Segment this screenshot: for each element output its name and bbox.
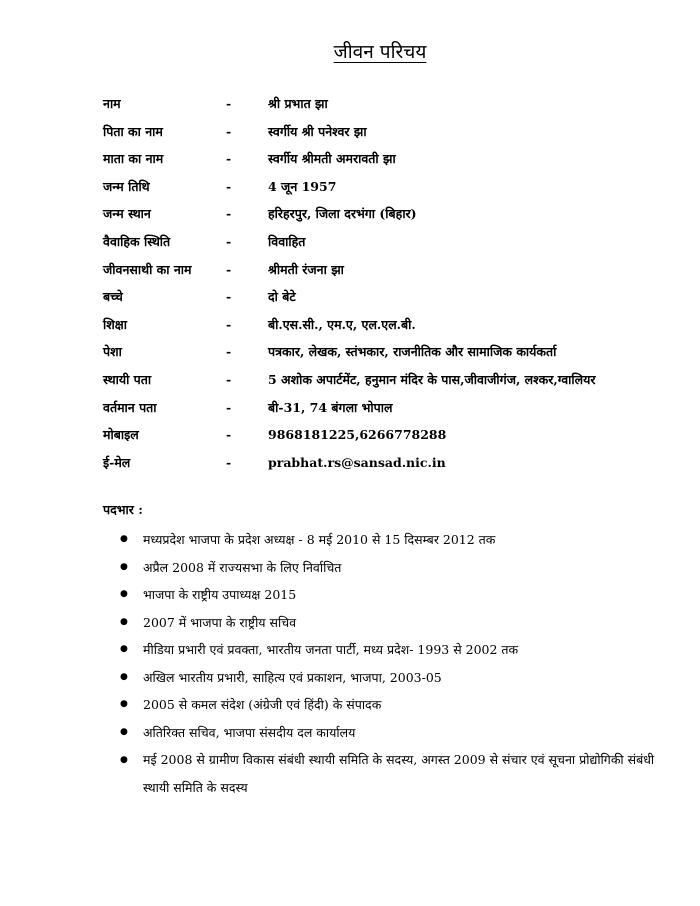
list-item-text: अखिल भारतीय प्रभारी, साहित्य एवं प्रकाशन, भाजपा, 2003-05 [143, 669, 442, 685]
info-label: माता का नाम [103, 151, 164, 167]
info-label: जीवनसाथी का नाम [103, 261, 192, 277]
info-label: मोबाइल [103, 427, 139, 443]
list-item-text: अप्रैल 2008 में राज्यसभा के लिए निर्वाचित [143, 559, 342, 575]
list-item-text: 2005 से कमल संदेश (अंग्रेजी एवं हिंदी) के संपादक [143, 697, 382, 712]
info-separator: - [226, 289, 232, 305]
info-row-permanent-address [103, 366, 663, 394]
info-label: नाम [103, 96, 121, 111]
list-item [120, 664, 665, 692]
personal-info-table [103, 90, 663, 476]
info-label: वैवाहिक स्थिति [103, 233, 171, 249]
info-row-father-name [103, 118, 663, 146]
info-label: जन्म तिथि [103, 178, 150, 194]
info-separator: - [226, 178, 232, 194]
info-separator: - [226, 344, 232, 360]
info-value: 5 अशोक अपार्टमेंट, हनुमान मंदिर के पास,जीवाजीगंज, लश्कर,ग्वालियर [268, 371, 596, 387]
info-value: 4 जून 1957 [268, 178, 337, 194]
list-item-text: अतिरिक्त सचिव, भाजपा संसदीय दल कार्यालय [143, 724, 356, 740]
info-value: बी.एस.सी., एम.ए, एल.एल.बी. [268, 316, 416, 332]
list-item [120, 554, 665, 582]
bullet-icon: ● [120, 699, 128, 709]
info-row-spouse-name [103, 256, 663, 284]
info-row-marital-status [103, 228, 663, 256]
info-label: ई-मेल [103, 454, 131, 470]
info-separator: - [226, 454, 232, 470]
info-row-mobile [103, 421, 663, 449]
info-row-profession [103, 338, 663, 366]
info-value: दो बेटे [268, 289, 296, 305]
posts-list [120, 526, 665, 802]
info-separator: - [226, 151, 232, 167]
info-value: पत्रकार, लेखक, स्तंभकार, राजनीतिक और सामाजिक कार्यकर्ता [268, 344, 557, 360]
list-item-text: मध्यप्रदेश भाजपा के प्रदेश अध्यक्ष - 8 मई 2010 से 15 दिसम्बर 2012 तक [143, 532, 496, 547]
info-label: पेशा [103, 344, 122, 360]
info-label: जन्म स्थान [103, 206, 151, 222]
info-value: 9868181225,6266778288 [268, 427, 447, 443]
bullet-icon: ● [120, 726, 128, 737]
info-row-email [103, 449, 663, 477]
info-row-name [103, 90, 663, 118]
info-row-current-address [103, 394, 663, 422]
info-row-mother-name [103, 145, 663, 173]
info-value: बी-31, 74 बंगला भोपाल [268, 399, 393, 415]
info-separator: - [226, 233, 232, 249]
info-label: वर्तमान पता [103, 399, 157, 415]
bullet-icon: ● [120, 534, 128, 544]
info-separator: - [226, 96, 232, 111]
info-value: prabhat.rs@sansad.nic.in [268, 454, 446, 470]
info-label: स्थायी पता [103, 371, 152, 387]
info-label: पिता का नाम [103, 123, 163, 139]
bullet-icon: ● [120, 644, 128, 654]
info-separator: - [226, 427, 232, 443]
info-row-birth-place [103, 200, 663, 228]
info-separator: - [226, 206, 232, 222]
bullet-icon: ● [120, 616, 128, 627]
bullet-icon: ● [120, 589, 128, 599]
info-row-children [103, 283, 663, 311]
info-separator: - [226, 123, 232, 139]
info-separator: - [226, 261, 232, 277]
list-item [120, 746, 665, 802]
info-row-education [103, 311, 663, 339]
bullet-icon: ● [120, 755, 128, 765]
info-value: स्वर्गीय श्रीमती अमरावती झा [268, 151, 396, 167]
list-item [120, 691, 665, 719]
info-value: स्वर्गीय श्री पनेश्वर झा [268, 123, 367, 139]
list-item [120, 581, 665, 609]
list-item [120, 609, 665, 637]
list-item-text: मई 2008 से ग्रामीण विकास संबंधी स्थायी समिति के सदस्य, अगस्त 2009 से संचार एवं सूचना प्रोद्योगिकी संबंधी स्थायी समिति के सदस्य [143, 752, 655, 795]
info-label: बच्चे [103, 289, 123, 305]
list-item [120, 526, 665, 554]
info-value: हरिहरपुर, जिला दरभंगा (बिहार) [268, 206, 417, 222]
info-separator: - [226, 371, 232, 387]
info-label: शिक्षा [103, 316, 127, 332]
list-item-text: भाजपा के राष्ट्रीय उपाध्यक्ष 2015 [143, 587, 297, 602]
list-item [120, 719, 665, 747]
page-title: जीवन परिचय [333, 41, 427, 63]
info-separator: - [226, 316, 232, 332]
list-item-text: 2007 में भाजपा के राष्ट्रीय सचिव [143, 614, 297, 630]
list-item [120, 636, 665, 664]
info-value: विवाहित [268, 233, 306, 249]
bullet-icon: ● [120, 671, 128, 682]
bullet-icon: ● [120, 561, 128, 572]
info-row-birth-date [103, 173, 663, 201]
info-value: श्रीमती रंजना झा [268, 261, 344, 277]
info-value: श्री प्रभात झा [268, 96, 328, 111]
info-separator: - [226, 399, 232, 415]
list-item-text: मीडिया प्रभारी एवं प्रवक्ता, भारतीय जनता पार्टी, मध्य प्रदेश- 1993 से 2002 तक [143, 642, 519, 657]
posts-heading: पदभार : [103, 502, 143, 517]
